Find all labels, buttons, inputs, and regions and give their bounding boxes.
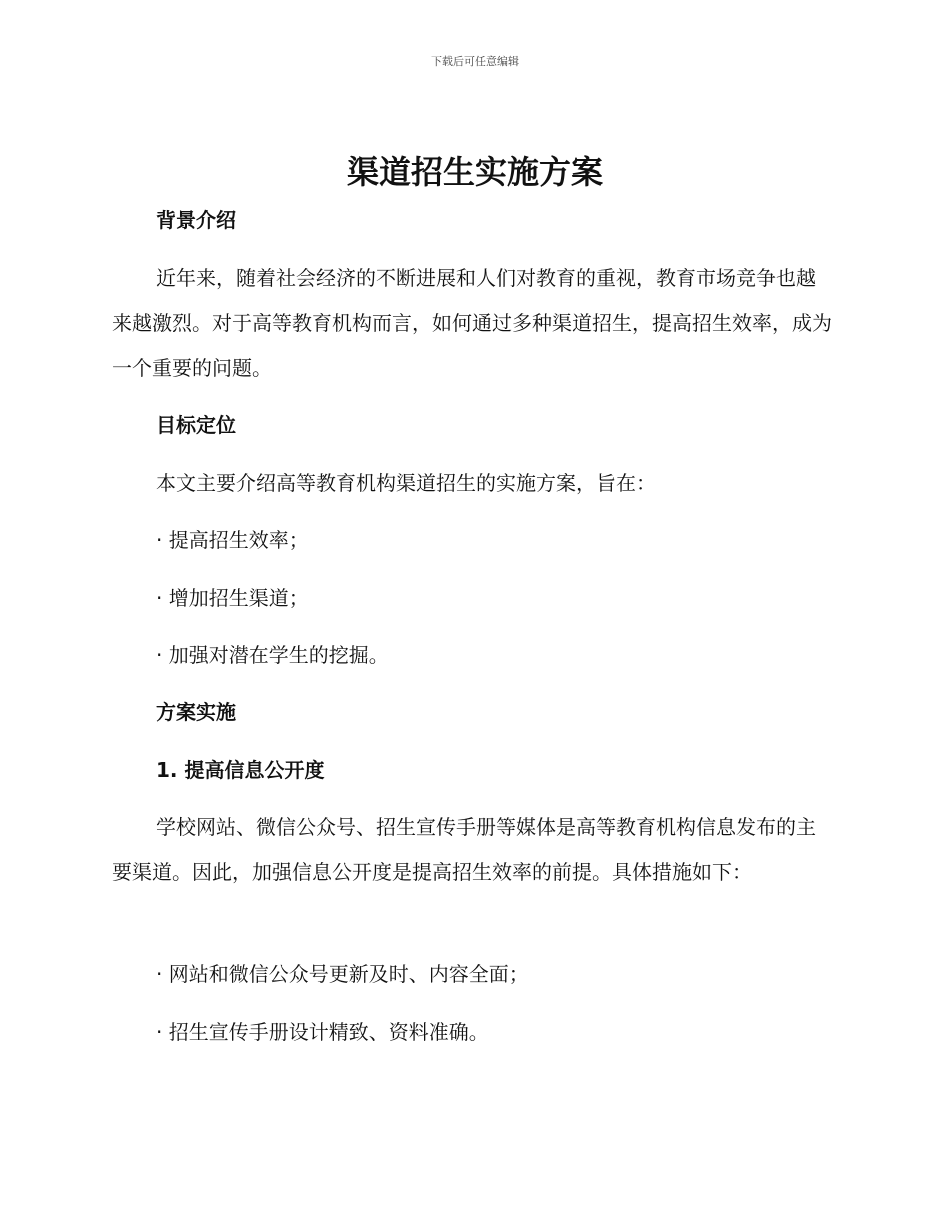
goals-list-item: · 增加招生渠道； <box>156 586 309 610</box>
page-header-note: 下载后可任意编辑 <box>431 55 519 68</box>
section-heading-background: 背景介绍 <box>156 208 236 232</box>
document-title: 渠道招生实施方案 <box>346 153 603 191</box>
measure-list-item: · 网站和微信公众号更新及时、内容全面； <box>156 962 529 986</box>
goals-intro: 本文主要介绍高等教育机构渠道招生的实施方案，旨在： <box>156 471 656 495</box>
section-heading-implementation: 方案实施 <box>156 700 236 724</box>
background-paragraph: 近年来，随着社会经济的不断进展和人们对教育的重视，教育市场竞争也越来越激烈。对于高等教育机构而言，如何通过多种渠道招生，提高招生效率，成为一个重要的问题。 <box>112 266 832 380</box>
goals-list-item: · 提高招生效率； <box>156 528 309 552</box>
subsection-heading-info-disclosure: 1. 提高信息公开度 <box>156 758 325 782</box>
measure-list-item: · 招生宣传手册设计精致、资料准确。 <box>156 1020 489 1044</box>
goals-list-item: · 加强对潜在学生的挖掘。 <box>156 643 389 667</box>
section-heading-goals: 目标定位 <box>156 413 236 437</box>
info-disclosure-paragraph: 学校网站、微信公众号、招生宣传手册等媒体是高等教育机构信息发布的主要渠道。因此，加强信息公开度是提高招生效率的前提。具体措施如下： <box>112 815 816 884</box>
